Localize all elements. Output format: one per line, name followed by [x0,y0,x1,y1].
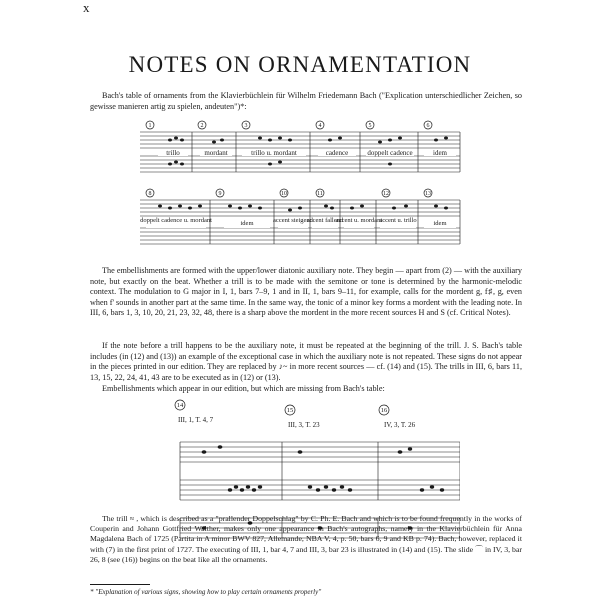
ornament-number: 6 [426,123,430,129]
ornament-table-row-2 [140,186,480,255]
ornament-label: cadence [325,149,349,157]
ornament-label: trillo [166,149,180,157]
example-number: 15 [286,407,294,414]
ornament-number: 11 [317,191,323,197]
example-ref: III, 3, T. 23 [288,421,320,429]
paragraph-missing-heading: Embellishments which appear in our edition, but which are missing from Bach's table: [102,384,385,393]
paragraph-trill-sign: The trill ≈ , which is described as a "prallender Doppelschlag" by C. Ph. E. Bach and which is to be found frequently in the works of Couperin and Johann Gottfried Walther, makes only one appearance in Bach's autographs, namely in the Klavierbüchlein für Anna Magdalena Bach of 1725 (Partita in A minor BWV 827, Allemande, NBA V, 4, p. 50, bars 6, 9 and KB p. 74). Bach, however, replaced it with (7) in the first print of 1727. The executing of III, 1, bar 4, 7 and III, 3, bar 23 is illustrated in (14) and (15). The slide ⌒ in IV, 3, bar 26, 8 (see (16)) begins on the beat like all the ornaments. [90,514,522,564]
ornament-number: 3 [244,123,248,129]
ornament-label: doppelt cadence u. mordant [140,217,212,224]
footnote: * "Explanation of various signs, showing how to play certain ornaments properly" [90,588,322,596]
ornament-label: idem [240,220,254,227]
ornament-number: 10 [281,191,287,197]
ornament-number: 5 [368,123,372,129]
ornament-staff-1 [140,118,480,176]
footnote-rule [90,584,150,585]
ornament-label: doppelt cadence [367,149,413,157]
example-number: 16 [380,407,388,414]
example-ref: III, 1, T. 4, 7 [178,416,214,424]
ornament-label: trillo u. mordant [251,149,297,157]
ornament-number: 8 [148,191,152,197]
example-number: 14 [176,402,184,409]
paragraph-embellishments: The embellishments are formed with the upper/lower diatonic auxiliary note. They begin — apart from (2) — with the auxiliary note, but exactly on the beat. Whether a trill is to be made with the semitone or tone is determined by the harmonic-melodic context. The modulation to G major in I, 1, bars 7–9, 1 and in II, 1, bars 9–11, for example, calls for the mordent g, f♯, g, even when f' sounds in another part at the same time. In the same way, the tonic of a minor key forms a mordent with the leading note. In III, 6, bars 1, 3, 10, 20, 21, 23, 32, 48, there is a sharp above the mordent in the more recent sources H and S (cf. Critical Notes). [90,266,522,318]
ornament-label: accent u. trillo [379,217,417,224]
ornament-number: 9 [218,191,222,197]
ornament-label: accent steigend [273,217,313,224]
ornament-staff-2 [140,186,480,250]
page-number: x [83,0,90,15]
ornament-number: 4 [318,123,322,129]
ornament-label: idem [433,149,447,157]
page-title: NOTES ON ORNAMENTATION [128,52,472,77]
ornament-number: 12 [383,191,389,197]
ornament-label: mordant [204,149,228,157]
ornament-number: 2 [200,123,204,129]
ornament-number: 1 [148,123,152,129]
ornament-table-row-1 [140,118,480,181]
ornament-label: accent u. mordant [335,217,383,224]
paragraph-trill-repeat: If the note before a trill happens to be the auxiliary note, it must be repeated at the beginning of the trill. J. S. Bach's table includes (in (12) and (13)) an example of the exceptional case in which the auxiliary note is not repeated. These signs do not appear in the pieces printed in our edition. They are replaced by ♪~ in more recent sources — cf. (14) and (15). The trills in III, 6, bars 11, 13, 15, 22, 24, 41, 43 are to be executed as in (12) or (13). [90,341,522,382]
example-ref: IV, 3, T. 26 [384,421,416,429]
ornament-number: 13 [425,191,431,197]
intro-paragraph: Bach's table of ornaments from the Klavierbüchlein für Wilhelm Friedemann Bach ("Explication unterschiedlicher Zeichen, so gewisse manieren artig zu spielen, andeuten")*: [90,91,522,111]
ornament-label: idem [433,220,447,227]
ornament-label: accent fallend [306,217,344,224]
